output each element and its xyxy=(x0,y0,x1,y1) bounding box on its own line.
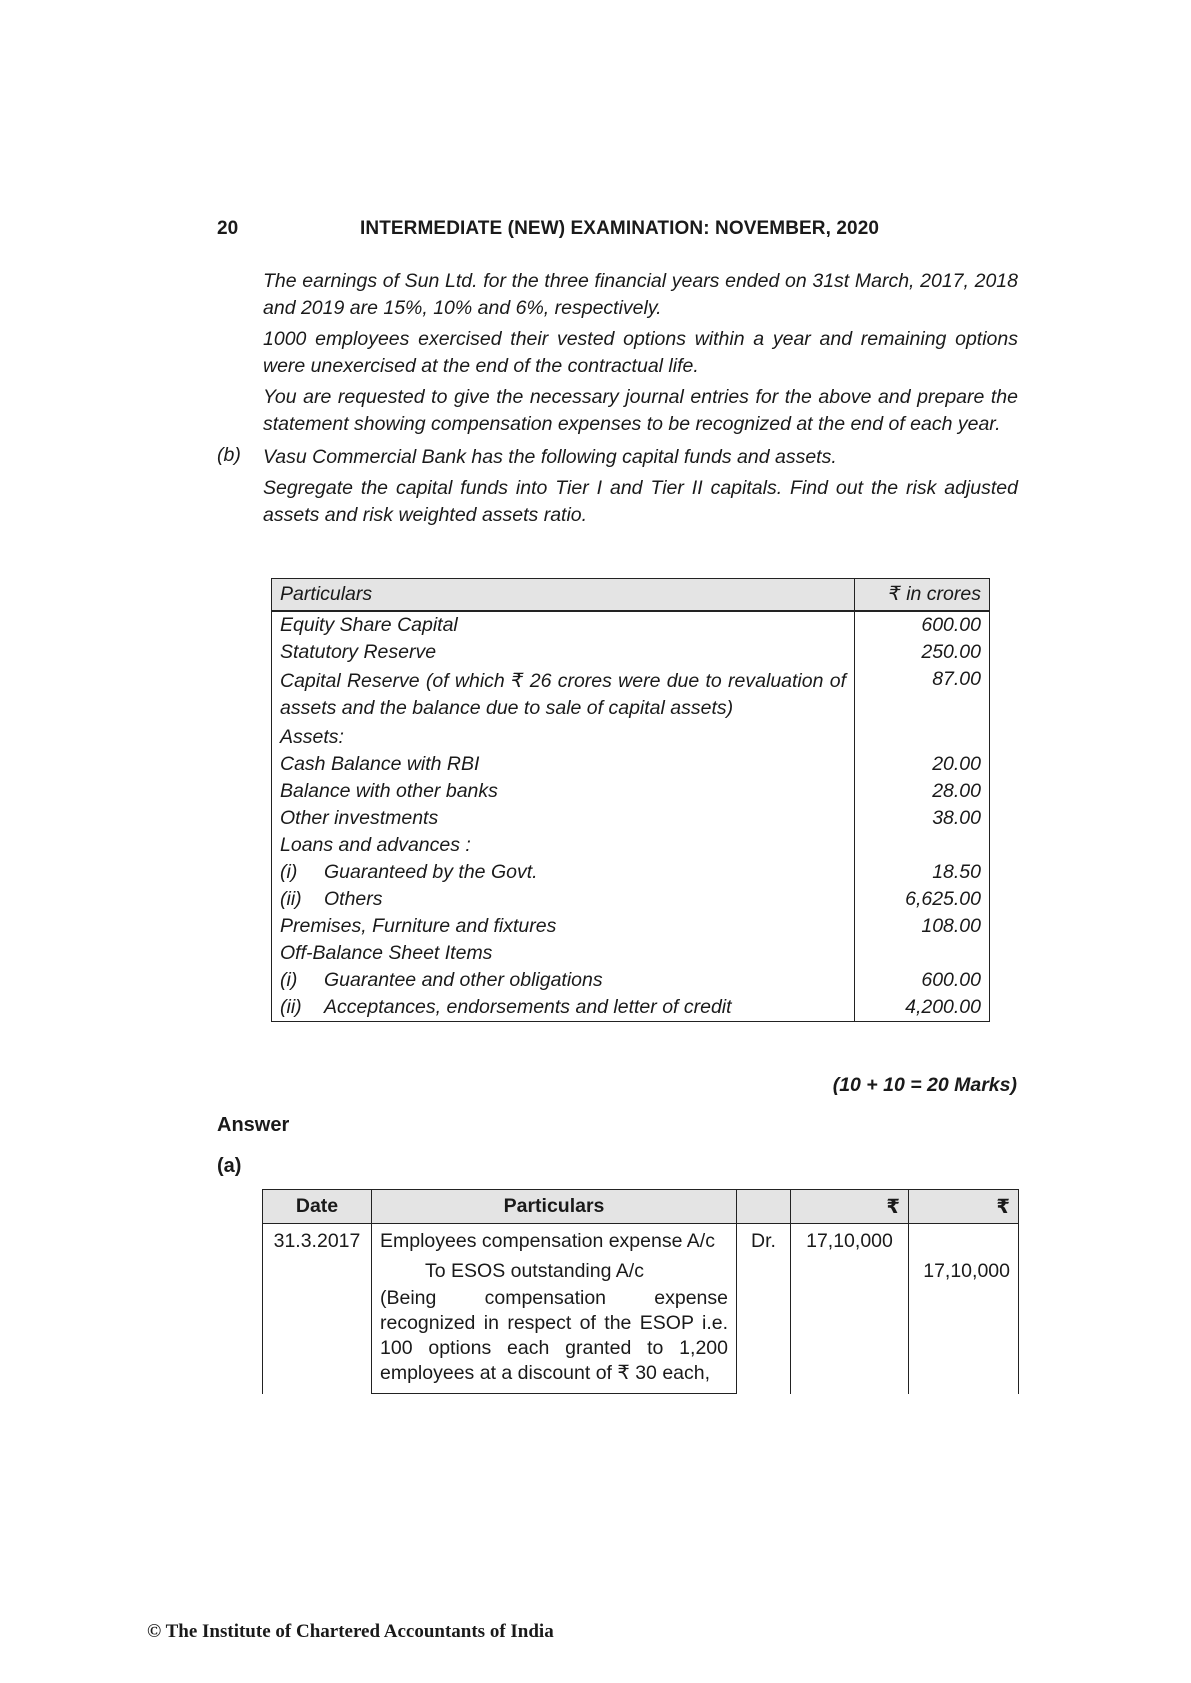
table-row xyxy=(272,778,990,805)
row-text: Others xyxy=(324,888,383,910)
table-row xyxy=(272,940,990,967)
footer-copyright: © The Institute of Chartered Accountants of India xyxy=(147,1621,554,1642)
column-header-credit: ₹ xyxy=(909,1190,1019,1224)
row-amount: 38.00 xyxy=(855,805,990,832)
journal-entry-row xyxy=(263,1224,1019,1394)
question-b-label: (b) xyxy=(217,444,241,466)
question-b-paragraph-2: Segregate the capital funds into Tier I and Tier II capitals. Find out the risk adjusted assets and risk weighted assets ratio. xyxy=(263,477,1018,526)
entry-particulars xyxy=(372,1224,737,1394)
row-index: (i) xyxy=(280,969,298,991)
capital-funds-table xyxy=(271,578,990,1022)
row-amount: 600.00 xyxy=(855,611,990,639)
entry-narration: (Being compensation expense recognized in respect of the ESOP i.e. 100 options each granted to 1,200 employees at a discount of ₹ 30 each, xyxy=(380,1287,728,1384)
credit-amount-value: 17,10,000 xyxy=(923,1260,1010,1282)
column-header-debit: ₹ xyxy=(791,1190,909,1224)
journal-header-row xyxy=(263,1190,1019,1224)
row-label xyxy=(272,886,855,913)
row-amount: 600.00 xyxy=(855,967,990,994)
row-text: Guaranteed by the Govt. xyxy=(324,861,538,883)
row-label: Assets: xyxy=(272,724,855,751)
row-amount xyxy=(855,832,990,859)
table-row xyxy=(272,832,990,859)
answer-part-label: (a) xyxy=(217,1155,242,1177)
table-row xyxy=(272,994,990,1022)
table-header-row xyxy=(272,579,990,612)
table-row xyxy=(272,805,990,832)
column-header-dr xyxy=(737,1190,791,1224)
row-amount: 18.50 xyxy=(855,859,990,886)
row-label: Off-Balance Sheet Items xyxy=(272,940,855,967)
column-header-date: Date xyxy=(263,1190,372,1224)
row-text: Acceptances, endorsements and letter of credit xyxy=(324,996,732,1018)
row-amount: 4,200.00 xyxy=(855,994,990,1022)
row-label xyxy=(272,859,855,886)
question-a-paragraph-2: 1000 employees exercised their vested options within a year and remaining options were unexercised at the end of the contractual life. xyxy=(263,328,1018,377)
question-b-paragraph-1: Vasu Commercial Bank has the following capital funds and assets. xyxy=(263,446,837,468)
journal-entries-table xyxy=(262,1189,1019,1394)
column-header-amount: ₹ in crores xyxy=(855,579,990,612)
table-row xyxy=(272,724,990,751)
row-label: Statutory Reserve xyxy=(272,639,855,666)
page-number: 20 xyxy=(217,218,239,239)
row-amount: 6,625.00 xyxy=(855,886,990,913)
entry-debit-line: Employees compensation expense A/c xyxy=(380,1230,715,1252)
row-label: Loans and advances : xyxy=(272,832,855,859)
row-label: Premises, Furniture and fixtures xyxy=(272,913,855,940)
column-header-particulars: Particulars xyxy=(272,579,855,612)
row-label xyxy=(272,967,855,994)
question-a-paragraph-3: You are requested to give the necessary journal entries for the above and prepare the statement showing compensation expenses to be recognized at the end of each year. xyxy=(263,386,1018,435)
table-row xyxy=(272,611,990,639)
table-row xyxy=(272,886,990,913)
entry-credit-line: To ESOS outstanding A/c xyxy=(425,1260,644,1282)
row-label: Cash Balance with RBI xyxy=(272,751,855,778)
row-text: Guarantee and other obligations xyxy=(324,969,603,991)
table-row xyxy=(272,639,990,666)
table-row xyxy=(272,666,990,724)
row-amount xyxy=(855,724,990,751)
question-a-paragraph-1: The earnings of Sun Ltd. for the three financial years ended on 31st March, 2017, 2018 and 2019 are 15%, 10% and 6%, respectively. xyxy=(263,270,1018,319)
row-index: (ii) xyxy=(280,996,302,1018)
marks-allocation: (10 + 10 = 20 Marks) xyxy=(832,1074,1017,1096)
entry-dr-marker: Dr. xyxy=(737,1224,791,1394)
row-amount: 20.00 xyxy=(855,751,990,778)
row-label: Capital Reserve (of which ₹ 26 crores were due to revaluation of assets and the balance due to sale of capital assets) xyxy=(272,666,855,724)
table-row xyxy=(272,751,990,778)
entry-credit-amount xyxy=(909,1224,1019,1394)
table-row xyxy=(272,913,990,940)
answer-heading: Answer xyxy=(217,1114,290,1136)
row-amount: 108.00 xyxy=(855,913,990,940)
row-amount: 250.00 xyxy=(855,639,990,666)
row-label: Equity Share Capital xyxy=(272,611,855,639)
row-index: (ii) xyxy=(280,888,302,910)
row-amount xyxy=(855,940,990,967)
table-row xyxy=(272,859,990,886)
entry-debit-amount: 17,10,000 xyxy=(791,1224,909,1394)
running-header: INTERMEDIATE (NEW) EXAMINATION: NOVEMBER, 2020 xyxy=(360,218,880,239)
entry-date: 31.3.2017 xyxy=(263,1224,372,1394)
row-amount: 87.00 xyxy=(855,666,990,724)
row-amount: 28.00 xyxy=(855,778,990,805)
row-index: (i) xyxy=(280,861,298,883)
row-label xyxy=(272,994,855,1022)
table-row xyxy=(272,967,990,994)
row-label: Balance with other banks xyxy=(272,778,855,805)
row-label: Other investments xyxy=(272,805,855,832)
column-header-particulars: Particulars xyxy=(372,1190,737,1224)
